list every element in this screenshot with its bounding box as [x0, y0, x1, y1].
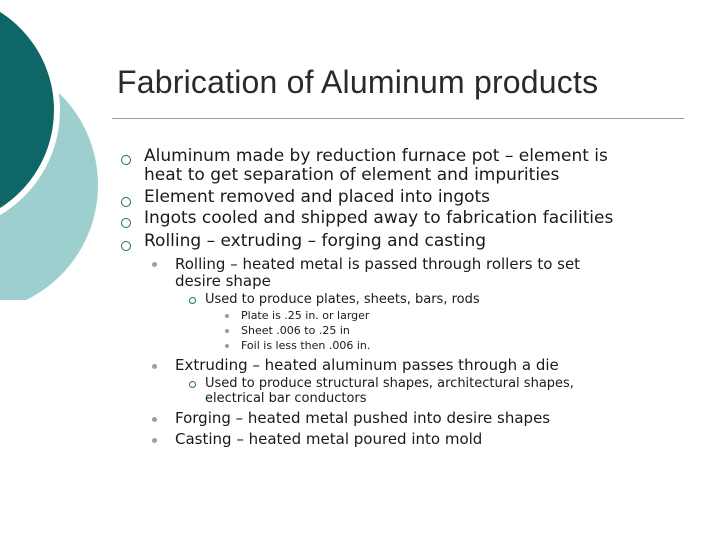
bullet-ring-icon — [121, 155, 131, 165]
bullet-dot-icon — [225, 329, 229, 333]
extruding-uses — [205, 376, 574, 406]
bullet-shipping: Ingots cooled and shipped away to fabrication facilities — [144, 208, 614, 228]
sub-bullet-rolling — [175, 256, 580, 290]
bullet-dot-icon — [225, 314, 229, 318]
bullet-dot-icon — [152, 438, 157, 443]
bullet-dot-icon — [152, 364, 157, 369]
bullet-ring-icon — [189, 381, 196, 388]
bullet-line: desire shape — [175, 272, 271, 290]
bullet-dot-icon — [152, 262, 157, 267]
bullet-ring-icon — [189, 297, 196, 304]
bullet-dot-icon — [225, 344, 229, 348]
bullet-line: heat to get separation of element and impurities — [144, 165, 560, 185]
bullet-reduction — [144, 147, 608, 185]
sub-bullet-extruding: Extruding – heated aluminum passes through a die — [175, 356, 559, 374]
sub-bullet-forging: Forging – heated metal pushed into desire shapes — [175, 409, 551, 427]
bullet-ring-icon — [121, 197, 131, 207]
bullet-line: Aluminum made by reduction furnace pot – element is — [144, 146, 608, 166]
bullet-processes: Rolling – extruding – forging and casting — [144, 231, 487, 251]
bullet-line: Used to produce structural shapes, architectural shapes, — [205, 376, 574, 391]
bullet-ingots: Element removed and placed into ingots — [144, 187, 491, 207]
rolling-uses: Used to produce plates, sheets, bars, rods — [205, 292, 480, 307]
bullet-ring-icon — [121, 241, 131, 251]
detail-foil: Foil is less then .006 in. — [241, 339, 371, 352]
detail-plate: Plate is .25 in. or larger — [241, 309, 370, 322]
bullet-line: electrical bar conductors — [205, 391, 367, 406]
slide-title: Fabrication of Aluminum products — [117, 64, 599, 100]
sub-bullet-casting: Casting – heated metal poured into mold — [175, 430, 483, 448]
bullet-dot-icon — [152, 417, 157, 422]
detail-sheet: Sheet .006 to .25 in — [241, 324, 350, 337]
bullet-line: Rolling – heated metal is passed through rollers to set — [175, 255, 581, 273]
bullet-ring-icon — [121, 218, 131, 228]
